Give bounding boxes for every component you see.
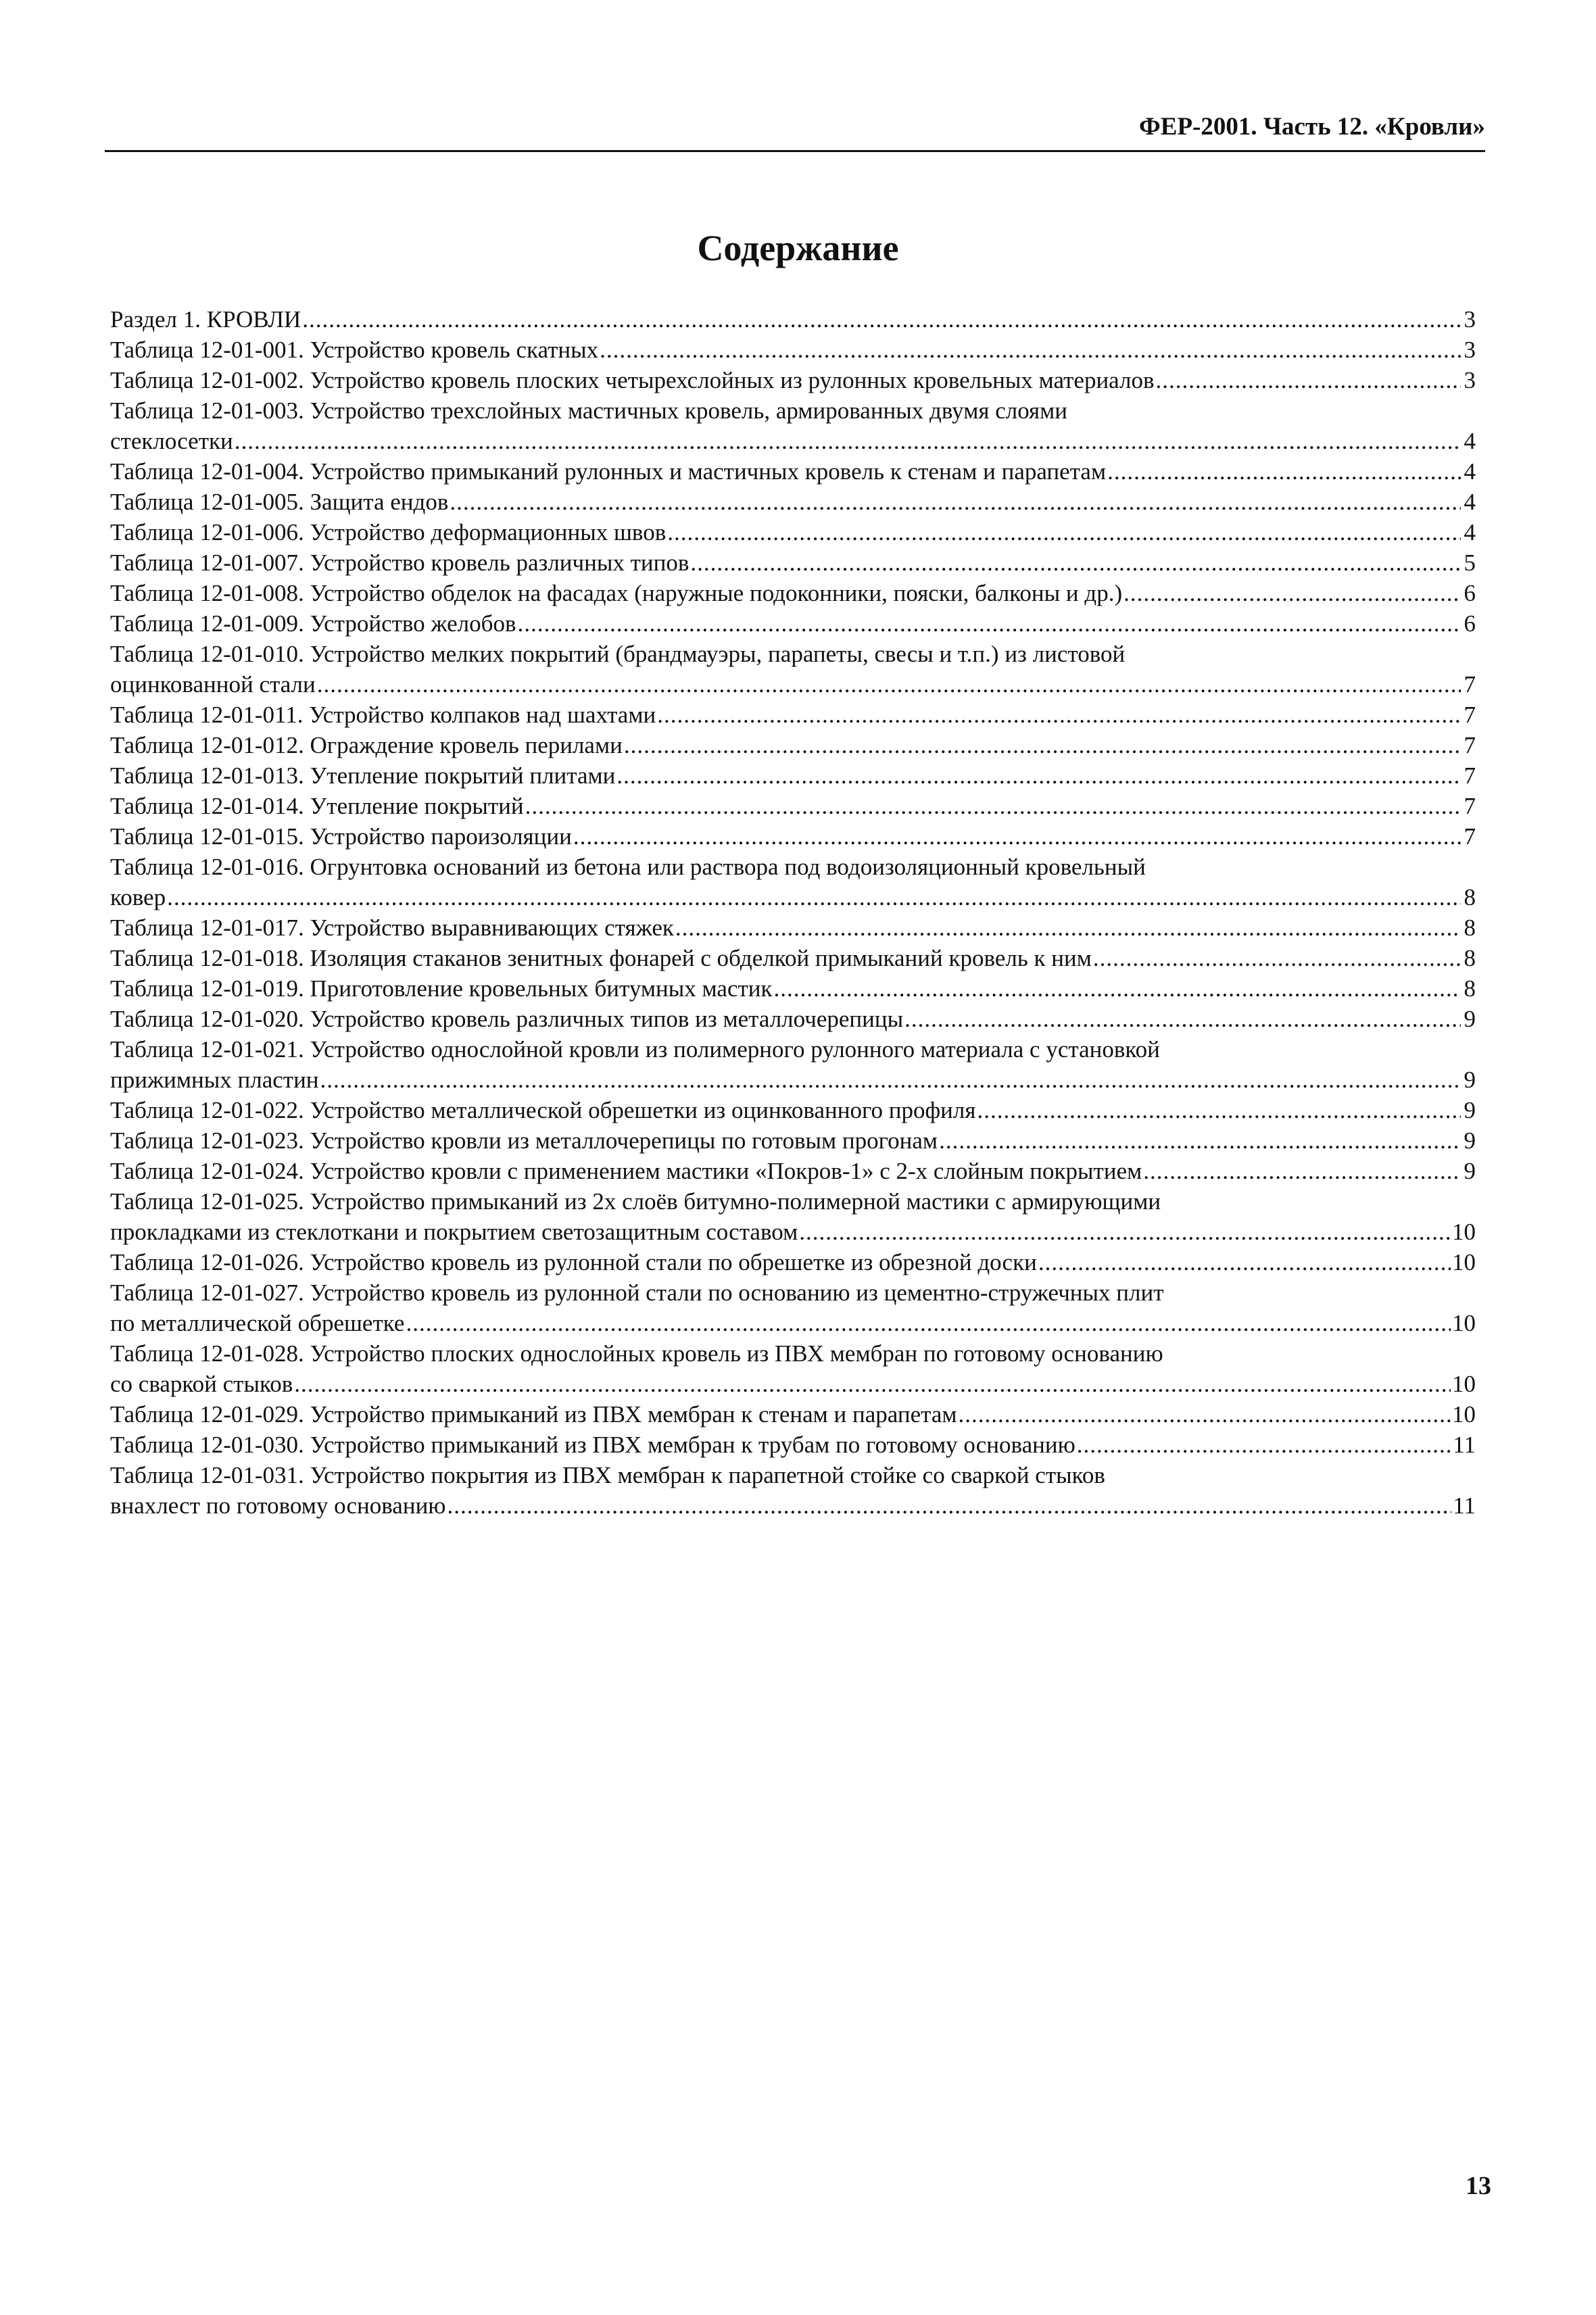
toc-entry-title: Таблица 12-01-008. Устройство обделок на фасадах (наружные подоконники, пояски, балконы и др.) xyxy=(110,580,1123,606)
toc-entry-line xyxy=(110,1095,1476,1125)
toc-entry-title: стеклосетки xyxy=(110,428,233,454)
toc-entry[interactable] xyxy=(110,608,1476,639)
toc-entry-page: 6 xyxy=(1464,580,1476,606)
dot-leader xyxy=(616,760,1461,791)
toc-entry-title: внахлест по готовому основанию xyxy=(110,1492,446,1519)
toc-entry-line xyxy=(110,487,1476,517)
toc-entry-title: прокладками из стеклоткани и покрытием светозащитным составом xyxy=(110,1219,798,1245)
toc-entry-page: 9 xyxy=(1464,1097,1476,1123)
toc-entry[interactable] xyxy=(110,852,1476,912)
toc-entry-title: Таблица 12-01-030. Устройство примыканий из ПВХ мембран к трубам по готовому основанию xyxy=(110,1432,1075,1458)
running-header xyxy=(105,107,1485,152)
toc-entry[interactable] xyxy=(110,1095,1476,1125)
toc-entry-title: Таблица 12-01-022. Устройство металлической обрешетки из оцинкованного профиля xyxy=(110,1097,976,1123)
toc-entry-page: 4 xyxy=(1464,489,1476,515)
toc-entry[interactable] xyxy=(110,730,1476,760)
toc-entry-title-line: Таблица 12-01-025. Устройство примыканий из 2х слоёв битумно-полимерной мастики с армирующими xyxy=(110,1188,1161,1215)
toc-entry[interactable] xyxy=(110,1034,1476,1095)
toc-entry[interactable] xyxy=(110,1247,1476,1277)
toc-entry-page: 5 xyxy=(1464,550,1476,576)
toc-entry-page: 8 xyxy=(1464,945,1476,971)
toc-entry-title: Таблица 12-01-013. Утепление покрытий плитами xyxy=(110,762,616,789)
toc-entry-line xyxy=(110,426,1476,456)
dot-leader xyxy=(1143,1156,1461,1186)
toc-entry[interactable] xyxy=(110,1277,1476,1338)
toc-entry-line xyxy=(110,791,1476,821)
dot-leader xyxy=(235,426,1461,456)
dot-leader xyxy=(799,1217,1451,1247)
dot-leader xyxy=(447,1490,1451,1521)
toc-entry-page: 7 xyxy=(1464,793,1476,819)
toc-entry-line xyxy=(110,669,1476,700)
dot-leader xyxy=(977,1095,1461,1125)
toc-entry-line xyxy=(110,912,1476,943)
dot-leader xyxy=(624,730,1461,760)
toc-entry-line xyxy=(110,578,1476,608)
toc-entry[interactable] xyxy=(110,973,1476,1004)
toc-entry-title: Таблица 12-01-014. Утепление покрытий xyxy=(110,793,524,819)
toc-entry-page: 3 xyxy=(1464,367,1476,393)
toc-entry-line xyxy=(110,304,1476,335)
toc-entry-page: 6 xyxy=(1464,610,1476,637)
toc-entry-page: 4 xyxy=(1464,428,1476,454)
toc-entry-page: 9 xyxy=(1464,1006,1476,1032)
dot-leader xyxy=(959,1399,1451,1430)
dot-leader xyxy=(667,517,1461,547)
toc-entry-title: прижимных пластин xyxy=(110,1067,319,1093)
toc-entry-page: 3 xyxy=(1464,337,1476,363)
dot-leader xyxy=(690,547,1461,578)
toc-entry-title: Таблица 12-01-006. Устройство деформационных швов xyxy=(110,519,667,545)
toc-entry-line xyxy=(110,1308,1476,1338)
dot-leader xyxy=(525,791,1461,821)
toc-entry-line xyxy=(110,335,1476,365)
toc-entry[interactable] xyxy=(110,1338,1476,1399)
toc-entry-line xyxy=(110,1399,1476,1430)
toc-entry[interactable] xyxy=(110,943,1476,973)
toc-entry[interactable] xyxy=(110,578,1476,608)
toc-entry[interactable] xyxy=(110,395,1476,456)
toc-entry-title: оцинкованной стали xyxy=(110,671,316,698)
toc-entry-page: 7 xyxy=(1464,702,1476,728)
toc-entry-title-line: Таблица 12-01-003. Устройство трехслойных мастичных кровель, армированных двумя слоями xyxy=(110,397,1068,424)
dot-leader xyxy=(1038,1247,1451,1277)
toc-entry-title-line: Таблица 12-01-021. Устройство однослойной кровли из полимерного рулонного материала с установкой xyxy=(110,1036,1160,1063)
toc-entry-title: Таблица 12-01-009. Устройство желобов xyxy=(110,610,516,637)
toc-entry[interactable] xyxy=(110,1186,1476,1247)
toc-entry-title-line: Таблица 12-01-016. Огрунтовка оснований из бетона или раствора под водоизоляционный кровельный xyxy=(110,854,1146,880)
toc-entry[interactable] xyxy=(110,760,1476,791)
toc-entry-title: Таблица 12-01-024. Устройство кровли с применением мастики «Покров-1» с 2-х слойным покрытием xyxy=(110,1158,1142,1184)
toc-entry-page: 8 xyxy=(1464,975,1476,1002)
toc-entry-title: Таблица 12-01-020. Устройство кровель различных типов из металлочерепицы xyxy=(110,1006,904,1032)
dot-leader xyxy=(657,700,1461,730)
toc-entry[interactable] xyxy=(110,1460,1476,1521)
toc-entry[interactable] xyxy=(110,1430,1476,1460)
dot-leader xyxy=(1156,365,1461,395)
toc-entry-line xyxy=(110,882,1476,912)
dot-leader xyxy=(406,1308,1451,1338)
toc-entry-line xyxy=(110,456,1476,487)
toc-entry-title: со сваркой стыков xyxy=(110,1371,293,1397)
toc-entry[interactable] xyxy=(110,1156,1476,1186)
toc-entry-line xyxy=(110,1247,1476,1277)
toc-entry-page: 7 xyxy=(1464,823,1476,850)
toc-entry[interactable] xyxy=(110,365,1476,395)
toc-entry-title: Таблица 12-01-019. Приготовление кровельных битумных мастик xyxy=(110,975,773,1002)
toc-entry[interactable] xyxy=(110,1399,1476,1430)
toc-entry-title: ковер xyxy=(110,884,166,910)
toc-entry-page: 10 xyxy=(1452,1219,1476,1245)
toc-entry-line xyxy=(110,1369,1476,1399)
toc-entry-line xyxy=(110,1125,1476,1156)
toc-entry-page: 7 xyxy=(1464,671,1476,698)
toc-entry-page: 8 xyxy=(1464,915,1476,941)
toc-entry-line xyxy=(110,1156,1476,1186)
toc-entry[interactable] xyxy=(110,912,1476,943)
toc-entry-line xyxy=(110,730,1476,760)
header-title: ФЕР-2001. Часть 12. «Кровли» xyxy=(1138,113,1485,141)
dot-leader xyxy=(939,1125,1461,1156)
toc-entry-title: Раздел 1. КРОВЛИ xyxy=(110,306,301,333)
toc-entry-title: Таблица 12-01-026. Устройство кровель из рулонной стали по обрешетке из обрезной доски xyxy=(110,1249,1037,1275)
toc-entry-title: Таблица 12-01-005. Защита ендов xyxy=(110,489,449,515)
toc-entry-line xyxy=(110,760,1476,791)
toc-entry-page: 10 xyxy=(1452,1401,1476,1428)
toc-entry-page: 10 xyxy=(1452,1249,1476,1275)
toc-entry-line xyxy=(110,517,1476,547)
toc-entry[interactable] xyxy=(110,700,1476,730)
toc-entry-page: 7 xyxy=(1464,732,1476,758)
dot-leader xyxy=(774,973,1461,1004)
dot-leader xyxy=(573,821,1461,852)
toc-entry[interactable] xyxy=(110,487,1476,517)
toc-entry-title: Таблица 12-01-001. Устройство кровель скатных xyxy=(110,337,599,363)
toc-entry[interactable] xyxy=(110,791,1476,821)
toc-entry-page: 8 xyxy=(1464,884,1476,910)
toc-entry[interactable] xyxy=(110,1125,1476,1156)
toc-entry-page: 9 xyxy=(1464,1127,1476,1154)
toc-entry-title: Таблица 12-01-011. Устройство колпаков над шахтами xyxy=(110,702,656,728)
toc-entry[interactable] xyxy=(110,821,1476,852)
toc-entry-page: 10 xyxy=(1452,1310,1476,1336)
toc-entry-line xyxy=(110,1065,1476,1095)
page-title: Содержание xyxy=(697,228,899,268)
toc-entry-page: 11 xyxy=(1453,1492,1476,1519)
toc-entry-page: 7 xyxy=(1464,762,1476,789)
toc-entry[interactable] xyxy=(110,1004,1476,1034)
toc-entry-title: Таблица 12-01-029. Устройство примыканий из ПВХ мембран к стенам и парапетам xyxy=(110,1401,957,1428)
toc-entry-line xyxy=(110,943,1476,973)
dot-leader xyxy=(294,1369,1451,1399)
dot-leader xyxy=(1093,943,1461,973)
toc-entry-title: Таблица 12-01-017. Устройство выравнивающих стяжек xyxy=(110,915,674,941)
toc-entry-title: Таблица 12-01-002. Устройство кровель плоских четырехслойных из рулонных кровельных материалов xyxy=(110,367,1155,393)
toc-entry-title-line: Таблица 12-01-010. Устройство мелких покрытий (брандмауэры, парапеты, свесы и т.п.) из листовой xyxy=(110,641,1126,667)
dot-leader xyxy=(1107,456,1461,487)
toc-entry-title-line: Таблица 12-01-028. Устройство плоских однослойных кровель из ПВХ мембран по готовому основанию xyxy=(110,1340,1163,1367)
toc-entry[interactable] xyxy=(110,547,1476,578)
toc-entry-page: 4 xyxy=(1464,519,1476,545)
toc-entry-line xyxy=(110,1490,1476,1521)
toc-entry-line xyxy=(110,547,1476,578)
toc-entry-title: Таблица 12-01-018. Изоляция стаканов зенитных фонарей с обделкой примыканий кровель к ним xyxy=(110,945,1092,971)
toc-entry-title: Таблица 12-01-012. Ограждение кровель перилами xyxy=(110,732,623,758)
dot-leader xyxy=(675,912,1461,943)
toc-entry-title-line: Таблица 12-01-031. Устройство покрытия из ПВХ мембран к парапетной стойке со сваркой стыков xyxy=(110,1462,1105,1488)
table-of-contents xyxy=(110,304,1476,1521)
toc-entry[interactable] xyxy=(110,639,1476,700)
toc-entry-line xyxy=(110,608,1476,639)
toc-entry-line xyxy=(110,1430,1476,1460)
toc-entry-page: 9 xyxy=(1464,1158,1476,1184)
toc-entry-page: 4 xyxy=(1464,458,1476,485)
toc-section-entry[interactable] xyxy=(110,304,1476,335)
dot-leader xyxy=(317,669,1461,700)
toc-entry-title: Таблица 12-01-004. Устройство примыканий рулонных и мастичных кровель к стенам и парапетам xyxy=(110,458,1107,485)
toc-entry-page: 11 xyxy=(1453,1432,1476,1458)
toc-entry-line xyxy=(110,1217,1476,1247)
dot-leader xyxy=(167,882,1461,912)
dot-leader xyxy=(600,335,1461,365)
toc-entry-line xyxy=(110,365,1476,395)
dot-leader xyxy=(1123,578,1461,608)
toc-entry[interactable] xyxy=(110,517,1476,547)
toc-entry-title: Таблица 12-01-023. Устройство кровли из металлочерепицы по готовым прогонам xyxy=(110,1127,938,1154)
dot-leader xyxy=(1077,1430,1452,1460)
dot-leader xyxy=(302,304,1461,335)
toc-entry-page: 3 xyxy=(1464,306,1476,333)
toc-entry-line xyxy=(110,973,1476,1004)
toc-entry[interactable] xyxy=(110,456,1476,487)
toc-entry[interactable] xyxy=(110,335,1476,365)
toc-entry-page: 10 xyxy=(1452,1371,1476,1397)
toc-entry-title: Таблица 12-01-007. Устройство кровель различных типов xyxy=(110,550,690,576)
toc-entry-line xyxy=(110,700,1476,730)
dot-leader xyxy=(450,487,1461,517)
dot-leader xyxy=(904,1004,1461,1034)
toc-entry-title: Таблица 12-01-015. Устройство пароизоляции xyxy=(110,823,572,850)
dot-leader xyxy=(320,1065,1461,1095)
toc-entry-line xyxy=(110,1004,1476,1034)
toc-entry-title-line: Таблица 12-01-027. Устройство кровель из рулонной стали по основанию из цементно-стружечных плит xyxy=(110,1280,1164,1306)
toc-entry-title: по металлической обрешетке xyxy=(110,1310,405,1336)
toc-entry-line xyxy=(110,821,1476,852)
dot-leader xyxy=(518,608,1461,639)
toc-entry-page: 9 xyxy=(1464,1067,1476,1093)
page-number: 13 xyxy=(1466,2172,1491,2200)
